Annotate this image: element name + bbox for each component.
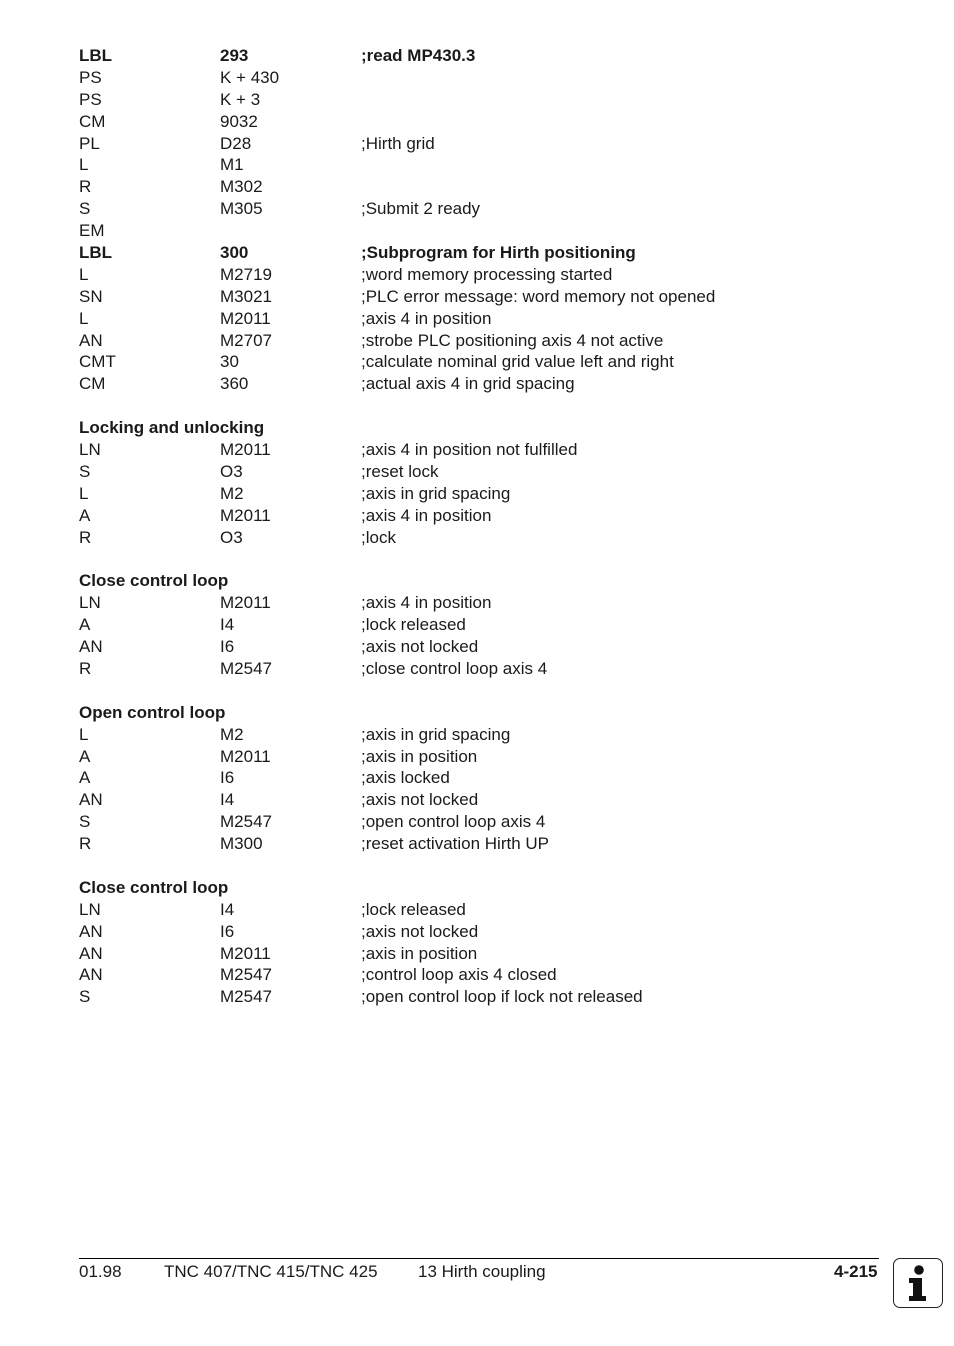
- section-heading: [79, 417, 879, 439]
- operand: O3: [220, 461, 243, 481]
- comment: ;close control loop axis 4: [361, 658, 548, 678]
- comment: ;axis in position: [361, 943, 478, 963]
- comment: ;Hirth grid: [361, 133, 435, 153]
- footer-date: 01.98: [79, 1262, 122, 1281]
- program-line: [79, 527, 879, 549]
- operand: 360: [220, 374, 249, 394]
- comment: ;read MP430.3: [361, 46, 476, 65]
- operand: M2011: [220, 746, 271, 766]
- comment: ;axis not locked: [361, 790, 479, 810]
- program-line: [79, 286, 879, 308]
- operand: M302: [220, 177, 263, 197]
- comment: ;axis not locked: [361, 637, 479, 657]
- comment: ;axis locked: [361, 768, 450, 788]
- section-heading-text: Close control loop: [79, 877, 229, 897]
- instruction: R: [79, 658, 92, 678]
- comment: ;reset lock: [361, 461, 439, 481]
- comment: ;axis 4 in position: [361, 505, 492, 525]
- operand: M305: [220, 199, 263, 219]
- comment: ;actual axis 4 in grid spacing: [361, 374, 575, 394]
- instruction: PS: [79, 67, 102, 87]
- program-line: [79, 505, 879, 527]
- program-line: [79, 811, 879, 833]
- instruction: PL: [79, 133, 100, 153]
- program-line: [79, 921, 879, 943]
- program-line: [79, 636, 879, 658]
- footer-chapter: 13 Hirth coupling: [418, 1262, 546, 1281]
- instruction: A: [79, 615, 91, 635]
- program-line: [79, 264, 879, 286]
- program-line: [79, 614, 879, 636]
- instruction: SN: [79, 286, 103, 306]
- comment: ;word memory processing started: [361, 264, 613, 284]
- program-line: [79, 592, 879, 614]
- program-line: [79, 724, 879, 746]
- operand: M2011: [220, 505, 271, 525]
- comment: ;Submit 2 ready: [361, 199, 481, 219]
- instruction: PS: [79, 89, 102, 109]
- footer-rule: [79, 1258, 879, 1259]
- comment: ;PLC error message: word memory not opened: [361, 286, 716, 306]
- instruction: EM: [79, 221, 105, 241]
- instruction: LN: [79, 440, 101, 460]
- operand: 293: [220, 46, 249, 65]
- page-number: 4-215: [834, 1262, 878, 1281]
- instruction: CM: [79, 374, 106, 394]
- comment: ;axis in grid spacing: [361, 483, 511, 503]
- program-line: [79, 308, 879, 330]
- program-line: [79, 943, 879, 965]
- instruction: A: [79, 746, 91, 766]
- plc-program-listing: [79, 45, 879, 1008]
- instruction: L: [79, 155, 89, 175]
- program-line: [79, 133, 879, 155]
- program-line: [79, 154, 879, 176]
- operand: I4: [220, 790, 235, 810]
- operand: 9032: [220, 111, 258, 131]
- section-heading: [79, 570, 879, 592]
- instruction: A: [79, 505, 91, 525]
- program-line: [79, 330, 879, 352]
- operand: K + 430: [220, 67, 280, 87]
- section-heading: [79, 877, 879, 899]
- comment: ;calculate nominal grid value left and right: [361, 352, 674, 372]
- instruction: LN: [79, 593, 101, 613]
- operand: M2011: [220, 440, 271, 460]
- instruction: S: [79, 461, 91, 481]
- program-line: [79, 483, 879, 505]
- instruction: AN: [79, 637, 103, 657]
- instruction: AN: [79, 965, 103, 985]
- comment: ;open control loop if lock not released: [361, 987, 643, 1007]
- operand: M2011: [220, 593, 271, 613]
- instruction: LBL: [79, 243, 113, 263]
- section-heading: [79, 702, 879, 724]
- operand: M2707: [220, 330, 272, 350]
- operand: O3: [220, 527, 243, 547]
- operand: I6: [220, 921, 235, 941]
- program-line: [79, 461, 879, 483]
- instruction: AN: [79, 790, 103, 810]
- instruction: S: [79, 199, 91, 219]
- instruction: L: [79, 483, 89, 503]
- program-line: [79, 176, 879, 198]
- program-line: [79, 373, 879, 395]
- section-heading-text: Close control loop: [79, 571, 229, 591]
- program-line: [79, 658, 879, 680]
- comment: ;Subprogram for Hirth positioning: [361, 243, 636, 263]
- instruction: L: [79, 724, 89, 744]
- comment: ;lock released: [361, 899, 466, 919]
- instruction: R: [79, 527, 92, 547]
- program-line: [79, 89, 879, 111]
- blank-line: [79, 855, 879, 877]
- program-line: [79, 964, 879, 986]
- blank-line: [79, 548, 879, 570]
- comment: ;strobe PLC positioning axis 4 not active: [361, 330, 664, 350]
- operand: M2547: [220, 987, 272, 1007]
- operand: M2547: [220, 658, 272, 678]
- operand: M1: [220, 155, 244, 175]
- instruction: CMT: [79, 352, 116, 372]
- footer-model: TNC 407/TNC 415/TNC 425: [164, 1262, 378, 1281]
- comment: ;open control loop axis 4: [361, 812, 546, 832]
- instruction: CM: [79, 111, 106, 131]
- operand: 30: [220, 352, 239, 372]
- operand: I6: [220, 768, 235, 788]
- operand: D28: [220, 133, 252, 153]
- program-line: [79, 242, 879, 264]
- instruction: L: [79, 308, 89, 328]
- comment: ;lock released: [361, 615, 466, 635]
- operand: M3021: [220, 286, 272, 306]
- comment: ;axis 4 in position: [361, 308, 492, 328]
- comment: ;axis 4 in position not fulfilled: [361, 440, 578, 460]
- instruction: LBL: [79, 46, 113, 65]
- program-line: [79, 789, 879, 811]
- comment: ;axis 4 in position: [361, 593, 492, 613]
- comment: ;axis in position: [361, 746, 478, 766]
- operand: M2547: [220, 812, 272, 832]
- program-line: [79, 111, 879, 133]
- program-line: [79, 67, 879, 89]
- section-heading-text: Locking and unlocking: [79, 418, 265, 438]
- comment: ;axis not locked: [361, 921, 479, 941]
- instruction: R: [79, 177, 92, 197]
- program-line: [79, 986, 879, 1008]
- operand: I4: [220, 899, 235, 919]
- program-line: [79, 45, 879, 67]
- program-line: [79, 220, 879, 242]
- instruction: AN: [79, 943, 103, 963]
- section-heading-text: Open control loop: [79, 702, 226, 722]
- instruction: S: [79, 812, 91, 832]
- instruction: R: [79, 834, 92, 854]
- instruction: AN: [79, 330, 103, 350]
- info-icon: [893, 1258, 943, 1308]
- program-line: [79, 351, 879, 373]
- operand: M2719: [220, 264, 272, 284]
- instruction: S: [79, 987, 91, 1007]
- program-line: [79, 833, 879, 855]
- operand: M2011: [220, 943, 271, 963]
- program-line: [79, 899, 879, 921]
- program-line: [79, 746, 879, 768]
- program-line: [79, 767, 879, 789]
- operand: M2: [220, 483, 244, 503]
- operand: M2: [220, 724, 244, 744]
- operand: 300: [220, 243, 249, 263]
- info-icon-glyph: [894, 1259, 941, 1306]
- instruction: A: [79, 768, 91, 788]
- operand: I4: [220, 615, 235, 635]
- comment: ;lock: [361, 527, 396, 547]
- program-line: [79, 439, 879, 461]
- instruction: L: [79, 264, 89, 284]
- operand: M300: [220, 834, 263, 854]
- operand: M2011: [220, 308, 271, 328]
- operand: M2547: [220, 965, 272, 985]
- comment: ;control loop axis 4 closed: [361, 965, 557, 985]
- blank-line: [79, 395, 879, 417]
- blank-line: [79, 680, 879, 702]
- instruction: LN: [79, 899, 101, 919]
- operand: I6: [220, 637, 235, 657]
- program-line: [79, 198, 879, 220]
- comment: ;axis in grid spacing: [361, 724, 511, 744]
- instruction: AN: [79, 921, 103, 941]
- operand: K + 3: [220, 89, 261, 109]
- comment: ;reset activation Hirth UP: [361, 834, 550, 854]
